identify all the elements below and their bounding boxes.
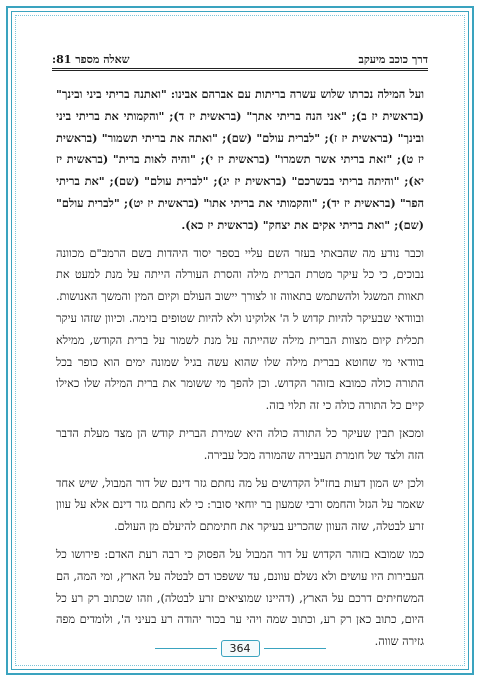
page-number: 364: [221, 640, 260, 657]
paragraph-flood-generation: ולכן יש המון דעות בחז"ל הקדושים על מה נחתם גזר דינם של דור המבול, שיש אחד שאמר על הגזל והחמס ורבי שמעון בר יוחאי סובר: כי לא נחתם גזר דינם אלא על עוון זרע לבטלה, שזה העוון שהכריע בעיקר את חתימתם להיעלם מן העולם.: [56, 476, 424, 534]
paragraph-conclusion: ומכאן תבין שעיקר כל התורה כולה היא שמירת הברית קודש הן מצד מעלת הדבר הזה ולצד של חומרת העבירה שהמורה מכל עבירה.: [56, 426, 424, 462]
footer-rule-left: [264, 648, 326, 649]
header-rule-secondary: [52, 70, 428, 71]
book-title: דרך כוכב מיעקב: [358, 53, 428, 66]
page-footer: [0, 640, 480, 657]
paragraph-zohar: כמו שמובא בזוהר הקדוש על דור המבול על הפסוק כי רבה רעת האדם: פירושו כל העבירות היו עושים ולא נשלם עוונם, עד ששפכו דם לבטלה על הארץ, ומי המה, הם המשחיתים דרכם על הארץ, (דהיינו שמוציאים זרע לבטלה), וזהו שכתוב רק רע כל היום, כתוב כאן רק רע, וכתוב שמה ויהי ער בכור יהודה רע בעיני ה', ולומדים מפה גזירה שווה.: [56, 547, 424, 649]
footer-rule-right: [155, 648, 217, 649]
header-rule: [52, 68, 428, 69]
question-label: שאלה מספר 81:: [52, 53, 130, 66]
running-header: [52, 46, 428, 66]
paragraph-purpose: וכבר נודע מה שהבאתי בעזר השם עליי בספר יסוד היהדות בשם הרמב"ם מכוונה נבוכים, כי כל עיקר מטרת הברית מילה והסרת העורלה הייתה על מנת למעט את תאוות המשגל ולהשתמש בתאווה זו לצורך יישוב העולם וקיום המין והמשך האנושות. ובוודאי שבעיקר להיות קדוש ל ה' אלוקינו ולא להיות שטופים בזימה. וכיוון שזהו עיקר תכלית קיום מצוות הברית מילה שהייתה על מנת לשמור על ברית הקודש, ממילא בוודאי מי שחוטא בברית מילה שלו שהוא עשה בגיל שמונה ימים הוא כופר בכל התורה כולה כמובא בזוהר הקדוש. וכן להפך מי ששומר את ברית המילה שלו כאילו קיים כל התורה כולה כי זה תלוי בזה.: [56, 246, 424, 413]
paragraph-covenants: ועל המילה נכרתו שלוש עשרה בריתות עם אברהם אבינו: "ואתנה בריתי ביני ובינך" (בראשית יז ב); "אני הנה בריתי אתך" (בראשית יז ד); "והקמותי את בריתי ביני ובינך" (בראשית יז ז); "לברית עולם" (שם); "ואתה את בריתי תשמור" (בראשית יז ט); "זאת בריתי אשר תשמרו" (בראשית יז י); "והיה לאות ברית" (בראשית יז יא); "והיתה בריתי בבשרכם" (בראשית יז יג); "לברית עולם" (שם); "את בריתי הפר" (בראשית יז יד); "והקמותי את בריתי אתו" (בראשית יז יט); "לברית עולם" (שם); "ואת בריתי אקים את יצחק" (בראשית יז כא).: [56, 87, 424, 232]
